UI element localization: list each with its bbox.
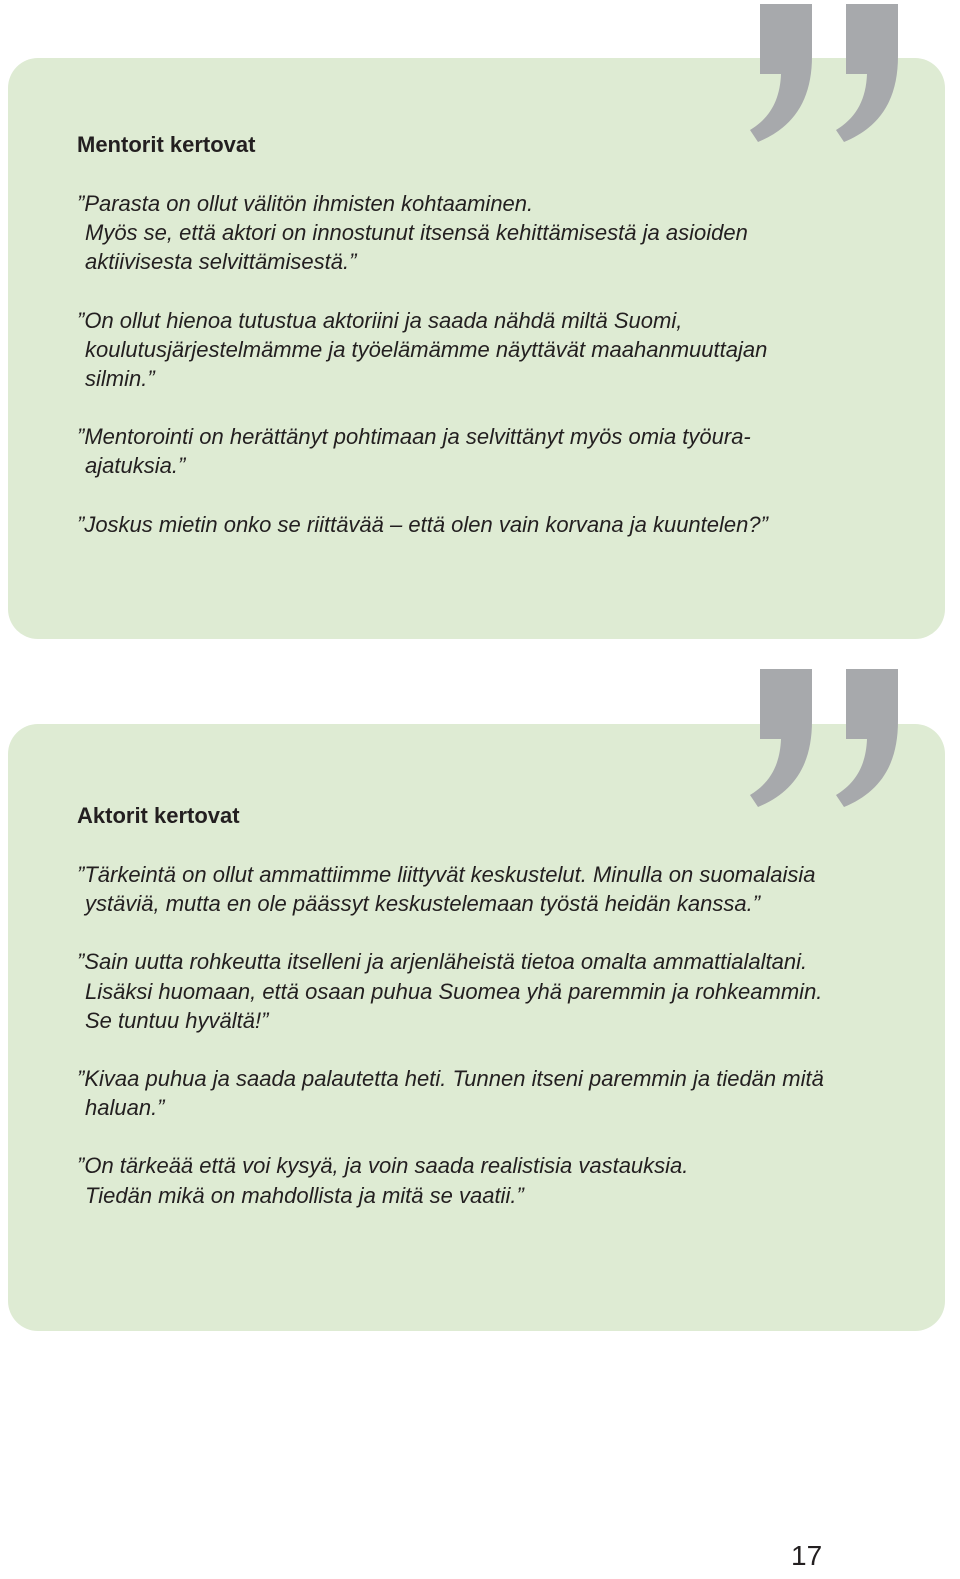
mentor-quote: ”Mentorointi on herättänyt pohtimaan ja selvittänyt myös omia työura-ajatuksia.” — [77, 424, 751, 479]
actors-heading: Aktorit kertovat — [77, 803, 240, 828]
mentors-quote-list — [77, 189, 837, 568]
actors-quote-list — [77, 860, 837, 1239]
closing-double-quote-icon — [750, 669, 898, 807]
closing-double-quote-icon — [750, 4, 898, 142]
mentors-heading: Mentorit kertovat — [77, 132, 256, 157]
actor-quote: ”Tärkeintä on ollut ammattiimme liittyvät keskustelut. Minulla on suomalaisia ystäviä, mutta en ole päässyt keskustelemaan työstä heidän kanssa.” — [77, 862, 816, 917]
actor-quote: ”Sain uutta rohkeutta itselleni ja arjenläheistä tietoa omalta ammattialaltani. Lisäksi huomaan, että osaan puhua Suomea yhä paremmin ja rohkeammin. Se tuntuu hyvältä!” — [77, 949, 823, 1033]
mentor-quote: ”Joskus mietin onko se riittävää – että olen vain korvana ja kuuntelen?” — [77, 511, 768, 537]
mentor-quote: ”On ollut hienoa tutustua aktoriini ja saada nähdä miltä Suomi, koulutusjärjestelmämme ja työelämämme näyttävät maahanmuuttajan silmin.” — [77, 307, 768, 392]
page-number: 17 — [791, 1540, 823, 1571]
actor-quote: ”On tärkeää että voi kysyä, ja voin saada realistisia vastauksia. Tiedän mikä on mahdollista ja mitä se vaatii.” — [77, 1153, 689, 1208]
actor-quote: ”Kivaa puhua ja saada palautetta heti. Tunnen itseni paremmin ja tiedän mitä haluan.” — [77, 1066, 824, 1121]
mentor-quote: ”Parasta on ollut välitön ihmisten kohtaaminen. Myös se, että aktori on innostunut itsensä kehittämisestä ja asioiden aktiivisesta selvittämisestä.” — [77, 191, 748, 275]
